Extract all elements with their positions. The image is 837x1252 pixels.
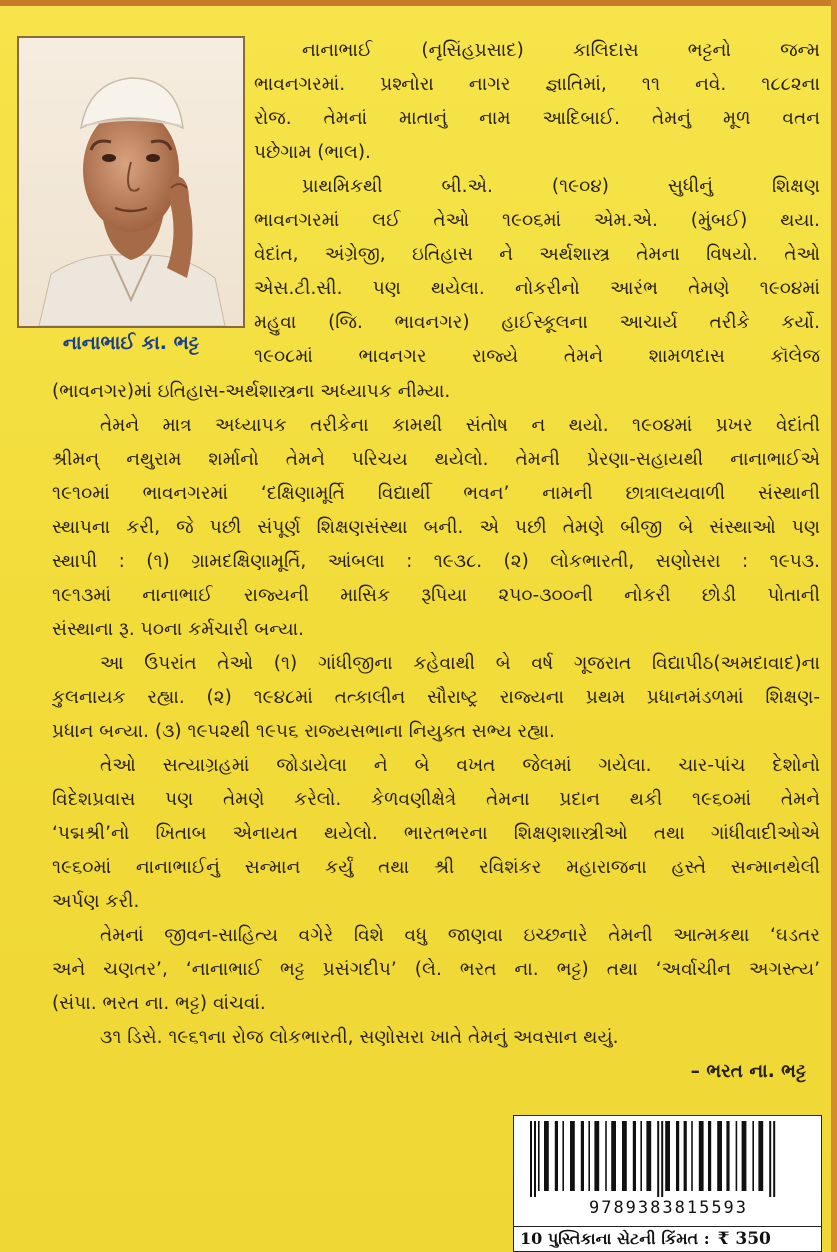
barcode-bar [708,1121,711,1191]
bio-line: (સંપા. ભરત ના. ભટ્ટ) વાંચવાં. [52,993,266,1014]
barcode-bar [544,1121,549,1191]
barcode-bar [773,1121,775,1197]
bio-top-block [254,34,820,374]
bio-line: પ્રધાન બન્યા. (૩) ૧૯૫૨થી ૧૯૫૬ રાજ્યસભાના નિયુક્ત સભ્ય રહ્યા. [52,721,555,742]
bio-line: કુલનાયક રહ્યા. (૨) ૧૯૪૮માં તત્કાલીન સૌરાષ્ટ્ર રાજ્યના પ્રથમ પ્રધાનમંડળમાં શિક્ષણ- [52,687,820,708]
barcode-bar [534,1121,536,1197]
barcode-bar [555,1121,558,1191]
bio-line: પ્રાથમિકથી બી.એ. (૧૯૦૪) સુધીનું શિક્ષણ [302,176,820,197]
barcode-bars [520,1121,817,1197]
barcode-bar [646,1121,651,1191]
bio-line: મહુવા (જિ. ભાવનગર) હાઈસ્કૂલના આચાર્ય તરીકે કર્યો. [254,312,820,333]
bio-line: તેમને માત્ર અધ્યાપક તરીકેના કામથી સંતોષ ન થયો. ૧૯૦૪માં પ્રખર વેદાંતી [100,415,820,436]
bio-line: ‘પદ્મશ્રી’નો ખિતાબ એનાયત થયેલો. ભારતભરના શિક્ષણશાસ્ત્રીઓ તથા ગાંધીવાદીઓએ [52,823,820,844]
barcode-bar [538,1121,540,1191]
bio-line: ૧૯૬૦માં નાનાભાઈનું સન્માન કર્યું તથા શ્રી રવિશંકર મહારાજના હસ્તે સન્માનથેલી [52,857,820,878]
bio-line: તેમનાં જીવન-સાહિત્ય વગેરે વિશે વધુ જાણવા ઇચ્છનારે તેમની આત્મકથા ‘ઘડતર [100,925,820,946]
price-caption: 10 પુસ્તિકાના સેટની કિંમત : [520,1229,710,1248]
barcode-bar [633,1121,636,1191]
bio-line: અર્પણ કરી. [52,891,140,912]
barcode-bar [581,1121,584,1191]
barcode-bar [530,1121,532,1197]
barcode-bar [640,1121,642,1191]
barcode-bar [676,1121,679,1191]
barcode-bar [661,1121,663,1197]
right-edge-strip [831,0,837,1252]
barcode-bar [611,1121,616,1191]
top-edge-strip [0,0,837,6]
barcode-bar [752,1121,754,1191]
isbn-barcode [513,1115,822,1238]
barcode-bar [594,1121,599,1191]
bio-line: સ્થાપના કરી, જે પછી સંપૂર્ણ શિક્ષણસંસ્થા બની. એ પછી તેમણે બીજી બે સંસ્થાઓ પણ [52,517,820,538]
price-label [513,1226,822,1252]
bio-line: (ભાવનગર)માં ઇતિહાસ-અર્થશાસ્ત્રના અધ્યાપક નીમ્યા. [52,381,451,402]
barcode-bar [588,1121,590,1191]
bio-line: આ ઉપરાંત તેઓ (૧) ગાંધીજીના કહેવાથી બે વર્ષ ગૂજરાત વિદ્યાપીઠ(અમદાવાદ)ના [100,653,820,674]
barcode-bar [699,1121,704,1191]
bio-line: એસ.ટી.સી. પણ થયેલા. નોકરીનો આરંભ તેમણે ૧૯૦૪માં [254,278,820,299]
barcode-bar [742,1121,747,1191]
bio-line: ભાવનગરમાં લઈ તેઓ ૧૯૦૬માં એમ.એ. (મુંબઈ) થયા. [254,210,820,231]
bio-line: સ્થાપી : (૧) ગ્રામદક્ષિણામૂર્તિ, આંબલા : ૧૯૩૮. (૨) લોકભારતી, સણોસરા : ૧૯૫૩. [52,551,820,572]
bio-line: પછેગામ (ભાલ). [254,142,371,163]
bio-line: વેદાંત, અંગ્રેજી, ઇતિહાસ ને અર્થશાસ્ત્ર તેમના વિષયો. તેઓ [254,244,820,265]
bio-line: વિદેશપ્રવાસ પણ તેમણે કરેલો. કેળવણીક્ષેત્રે તેમના પ્રદાન થકી ૧૯૬૦માં તેમને [52,789,820,810]
barcode-bar [769,1121,771,1197]
barcode-bar [665,1121,670,1191]
photo-caption: નાનાભાઈ કા. ભટ્ટ [62,332,200,354]
bio-line: ૧૯૦૮માં ભાવનગર રાજ્યે તેમને શામળદાસ કૉલેજ [254,346,820,367]
barcode-bar [758,1121,763,1191]
barcode-bar [622,1121,627,1191]
bio-line: અને ચણતર’, ‘નાનાભાઈ ભટ્ટ પ્રસંગદીપ’ (લે. ભરત ના. ભટ્ટ) તથા ‘અર્વાચીન અગસ્ત્ય’ [52,959,820,980]
barcode-bar [717,1121,722,1191]
price-amount: ₹ 350 [717,1229,771,1249]
bio-line: નાનાભાઈ (નૃસિંહપ્રસાદ) કાલિદાસ ભટ્ટનો જન્મ [302,40,820,61]
author-photo [17,36,245,328]
barcode-bar [605,1121,607,1191]
isbn-number: 9789383815593 [588,1198,749,1218]
barcode-bar [657,1121,659,1197]
bio-line: ૧૯૧૦માં ભાવનગરમાં ‘દક્ષિણામૂર્તિ વિદ્યાર્થી ભવન’ નામની છાત્રાલયવાળી સંસ્થાની [52,483,820,504]
barcode-bar [726,1121,729,1191]
bio-line: શ્રીમન્ નથુરામ શર્માનો તેમને પરિચય થયેલો. તેમની પ્રેરણા-સહાયથી નાનાભાઈએ [52,449,820,470]
author-portrait-illustration [19,38,243,326]
bio-line: તેઓ સત્યાગ્રહમાં જોડાયેલા ને બે વખત જેલમાં ગયેલા. ચાર-પાંચ દેશોનો [100,755,820,776]
bio-line: રોજ. તેમનાં માતાનું નામ આદિબાઈ. તેમનું મૂળ વતન [254,108,820,129]
barcode-bar [684,1121,687,1191]
barcode-bar [736,1121,738,1191]
bio-line: ૩૧ ડિસે. ૧૯૬૧ના રોજ લોકભારતી, સણોસરા ખાતે તેમનું અવસાન થયું. [100,1027,619,1048]
barcode-bar [691,1121,693,1191]
bio-line: ૧૯૧૩માં નાનાભાઈ રાજ્યની માસિક રૂપિયા ૨૫૦-૩૦૦ની નોકરી છોડી પોતાની [52,585,820,606]
barcode-bar [562,1121,564,1191]
bio-main-block [52,375,820,1089]
barcode-bar [570,1121,575,1191]
bio-line: ભાવનગરમાં. પ્રશ્નોરા નાગર જ્ઞાતિમાં, ૧૧ નવે. ૧૮૮૨ના [254,74,820,95]
bio-line: સંસ્થાના રૂ. ૫૦ના કર્મચારી બન્યા. [52,619,305,640]
author-signature: – ભરત ના. ભટ્ટ [690,1061,806,1082]
